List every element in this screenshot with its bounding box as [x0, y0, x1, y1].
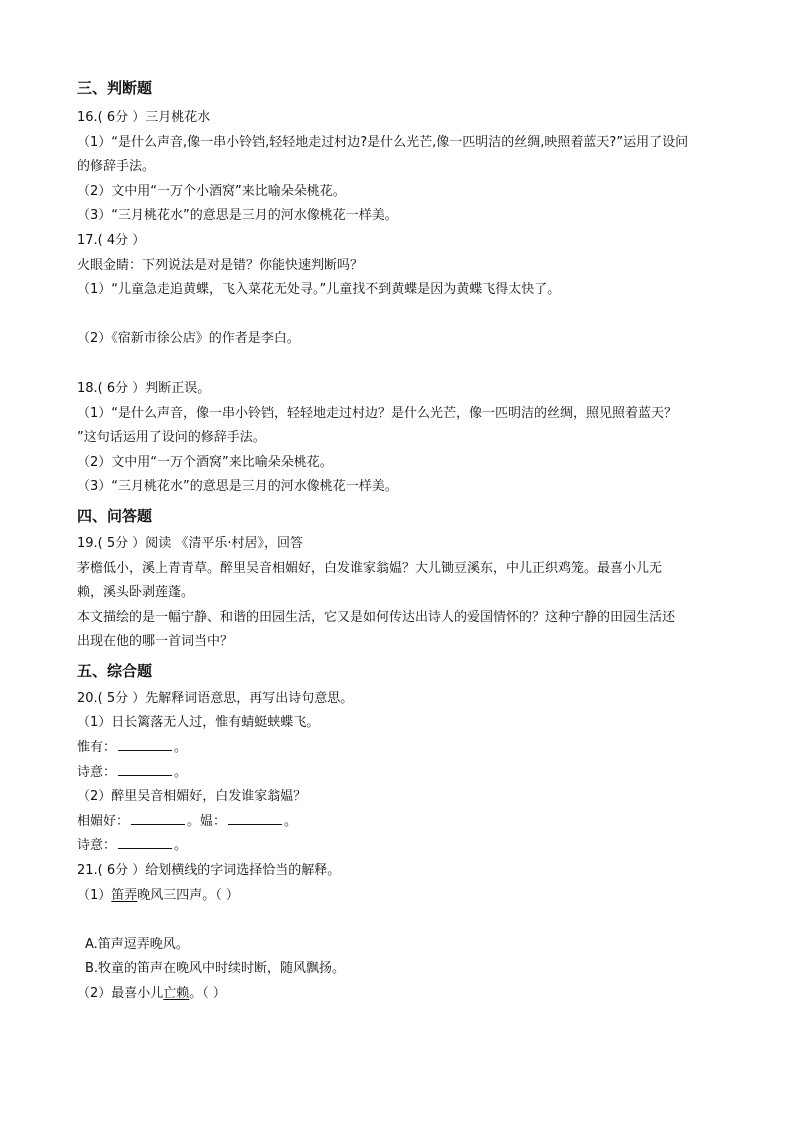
item-number: （1） — [77, 887, 112, 903]
question-20-word-2-row — [77, 810, 727, 835]
question-18-item-1-line-1: （1）“是什么声音，像一串小铃铛，轻轻地走过村边？是什么光芒，像一匹明洁的丝绸，照见照着蓝天？ — [77, 405, 678, 421]
answer-space — [77, 908, 727, 933]
question-21-header: 21.( 6分 ）给划横线的字词选择恰当的解释。 — [77, 863, 341, 879]
question-16-header: 16.( 6分 ）三月桃花水 — [77, 110, 211, 125]
question-16-item-3: （3）“三月桃花水”的意思是三月的河水像桃花一样美。 — [77, 208, 398, 224]
question-17-intro: 火眼金睛：下列说法是对是错？你能快速判断吗？ — [77, 257, 364, 273]
meaning-label: 诗意： — [77, 764, 117, 780]
word-label: 。媪： — [187, 813, 227, 829]
question-18-item-2: （2）文中用“一万个酒窝”来比喻朵朵桃花。 — [77, 454, 333, 470]
period: 。 — [174, 764, 188, 780]
answer-blank[interactable] — [228, 814, 282, 825]
section-heading-comprehensive: 五、综合题 — [77, 661, 153, 680]
answer-blank[interactable] — [118, 740, 172, 751]
question-17-header: 17.( 4分 ） — [77, 232, 146, 248]
answer-space — [77, 303, 727, 328]
question-18-header: 18.( 6分 ）判断正误。 — [77, 380, 211, 396]
section-heading-qa: 四、问答题 — [77, 506, 153, 525]
answer-blank[interactable] — [118, 765, 172, 776]
item-text: 。（ ） — [189, 986, 226, 1001]
answer-blank[interactable] — [131, 814, 185, 825]
question-21-option-b[interactable]: B.牧童的笛声在晚风中时续时断，随风飘扬。 — [85, 961, 346, 977]
question-20-meaning-2-row — [77, 834, 727, 859]
word-label: 惟有： — [77, 740, 117, 756]
question-19-poem-line-1: 茅檐低小，溪上青青草。醉里吴音相媚好，白发谁家翁媪？大儿锄豆溪东，中儿正织鸡笼。最喜小儿无 — [77, 560, 663, 576]
question-19-poem-line-2: 赖，溪头卧剥莲蓬。 — [77, 585, 195, 601]
period: 。 — [174, 838, 188, 854]
question-19-prompt-line-1: 本文描绘的是一幅宁静、和谐的田园生活，它又是如何传达出诗人的爱国情怀的？这种宁静的田园生活还 — [77, 609, 676, 625]
question-21-option-a[interactable]: A.笛声逗弄晚风。 — [85, 936, 189, 952]
question-20-header: 20.( 5分 ）先解释词语意思，再写出诗句意思。 — [77, 690, 354, 706]
worksheet-page — [77, 72, 727, 1007]
period: 。 — [174, 740, 188, 756]
question-20-meaning-1-row — [77, 761, 727, 786]
question-17-item-2: （2）《宿新市徐公店》的作者是李白。 — [77, 331, 300, 347]
underlined-word: 笛弄 — [111, 887, 138, 903]
question-19-prompt-line-2: 出现在他的哪一首词当中？ — [77, 634, 234, 650]
question-16-item-1-line-1: （1）“是什么声音,像一串小铃铛,轻轻地走过村边?是什么光芒,像一匹明洁的丝绸,映照着蓝天?”运用了设问 — [77, 134, 689, 150]
answer-blank[interactable] — [118, 838, 172, 849]
question-18-item-1-line-2: ”这句话运用了设问的修辞手法。 — [77, 430, 266, 446]
question-16-item-1-line-2: 的修辞手法。 — [77, 159, 156, 175]
question-20-word-1-row — [77, 736, 727, 761]
question-19-header: 19.( 5分 ）阅读 《清平乐·村居》，回答 — [77, 535, 304, 551]
question-20-item-2: （2）醉里吴音相媚好，白发谁家翁媪？ — [77, 789, 307, 805]
word-label: 相媚好： — [77, 813, 130, 829]
question-21-item-1 — [77, 884, 727, 909]
item-text: （2）最喜小儿 — [77, 986, 164, 1001]
period: 。 — [284, 813, 298, 829]
question-16-item-2: （2）文中用“一万个小酒窝”来比喻朵朵桃花。 — [77, 183, 346, 199]
answer-space — [77, 352, 727, 377]
underlined-word: 亡赖 — [163, 986, 190, 1001]
question-18-item-3: （3）“三月桃花水”的意思是三月的河水像桃花一样美。 — [77, 479, 398, 495]
section-heading-judgement: 三、判断题 — [77, 79, 153, 97]
question-21-item-2 — [77, 982, 727, 1007]
meaning-label: 诗意： — [77, 838, 117, 854]
item-text: 晚风三四声。（ ） — [137, 887, 239, 903]
question-17-item-1: （1）“儿童急走追黄蝶，飞入菜花无处寻。”儿童找不到黄蝶是因为黄蝶飞得太快了。 — [77, 282, 561, 298]
question-20-item-1: （1）日长篱落无人过，惟有蜻蜓蛱蝶飞。 — [77, 715, 320, 731]
